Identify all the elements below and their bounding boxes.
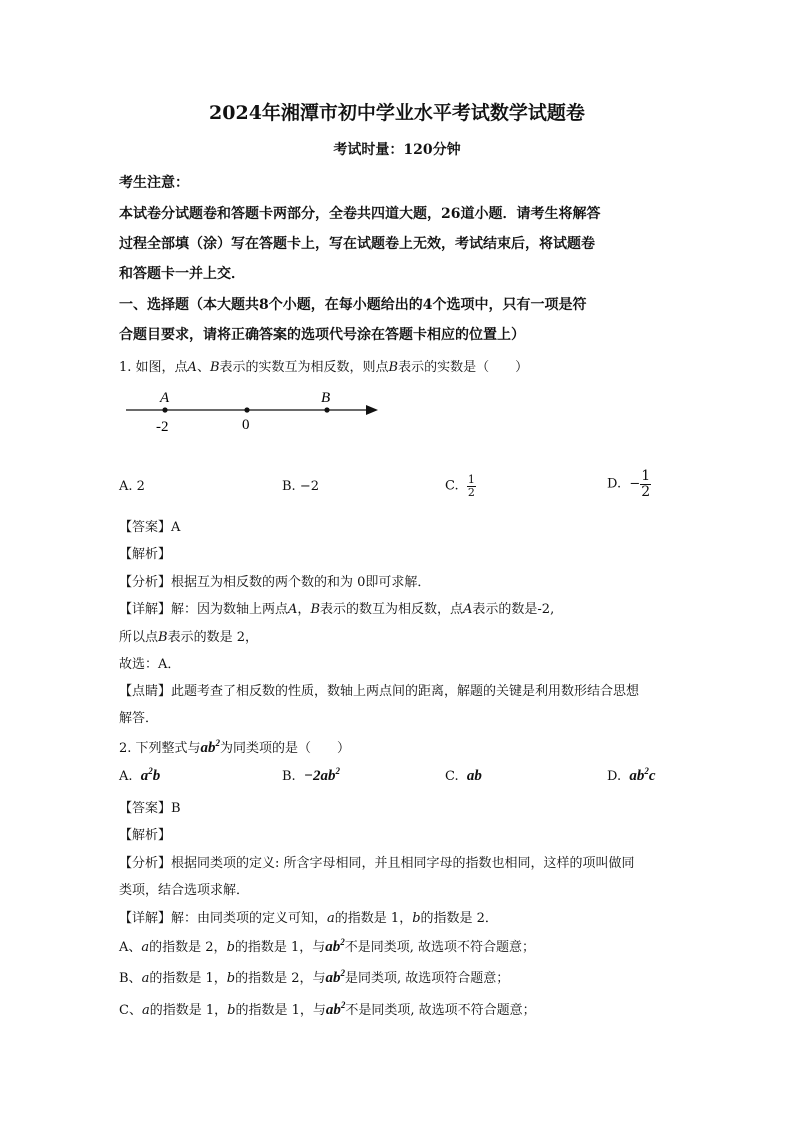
q1-stem-part: 1. 如图，点: [119, 360, 188, 375]
var-a: A: [288, 602, 298, 617]
q1-option-b: [282, 479, 319, 494]
fraction-one-half: [640, 469, 651, 499]
text-run: 解：因为数轴上两点: [171, 602, 289, 617]
option-expr: [629, 768, 655, 784]
point-b-label: B: [321, 390, 331, 406]
expr-exp: 2: [215, 738, 221, 748]
notice-heading: 考生注意：: [119, 175, 189, 191]
expr-exp: 2: [340, 968, 345, 978]
notice-line-3: 和答题卡一并上交．: [119, 266, 245, 282]
text-run: 解：由同类项的定义可知，: [171, 911, 328, 926]
fraction-denominator: 2: [467, 485, 475, 499]
text-run: 的指数是 2，与: [235, 971, 326, 986]
option-expr: [141, 768, 161, 784]
tick-label-neg2: -2: [156, 419, 169, 435]
option-label: C.: [445, 769, 459, 784]
number-line-figure: [120, 385, 390, 437]
q1-var-b: B: [388, 360, 399, 375]
q1-dianjing-cont: 解答．: [119, 711, 159, 726]
q1-dianjing: [119, 680, 639, 699]
expr-base: ab: [200, 740, 216, 756]
q1-analysis-tag: 【解析】: [119, 547, 172, 562]
section-tag: 【点睛】: [119, 684, 172, 699]
expr-base: ab: [629, 768, 645, 784]
var-b: b: [227, 1003, 236, 1018]
q1-choose: 故选：A．: [119, 657, 181, 672]
text-run: 的指数是 1，: [334, 911, 413, 926]
q1-stem-part: 、: [196, 360, 210, 375]
expr-base: a: [140, 768, 149, 784]
var-a: A: [463, 602, 473, 617]
text-run: 不是同类项, 故选项不符合题意；: [345, 1003, 536, 1018]
fraction-numerator: 1: [641, 468, 651, 484]
q2-option-d: [607, 768, 656, 785]
q2-stem: [119, 737, 350, 757]
minus-sign: −: [629, 476, 641, 492]
line-prefix: A、: [119, 940, 142, 955]
fraction-denominator: 2: [641, 483, 651, 500]
tick-label-0: 0: [242, 417, 250, 433]
expr-exp: 2: [340, 1000, 346, 1010]
text-run: 的指数是 2．: [420, 911, 498, 926]
expr-ab2: [325, 939, 345, 955]
q2-option-b: [282, 768, 340, 785]
expr-exp: 2: [148, 766, 153, 776]
text-run: 的指数是 1，与: [234, 940, 326, 955]
var-b: B: [310, 602, 320, 617]
text-run: 的指数是 2，: [149, 940, 227, 955]
expr-ab2: [201, 740, 221, 756]
notice-line-1: 本试卷分试题卷和答题卡两部分，全卷共四道大题，26道小题．请考生将解答: [119, 206, 601, 222]
point-b-dot: [324, 407, 329, 412]
text-run: 的指数是 1，与: [235, 1003, 326, 1018]
expr-exp: 2: [335, 766, 341, 776]
q1-stem-part: 表示的实数互为相反数，则点: [219, 360, 389, 375]
number-line-arrow: [366, 405, 378, 415]
q2-xiangjie: [119, 907, 498, 926]
q2-fenxi-cont: 类项，结合选项求解．: [119, 883, 250, 898]
q2-analysis-tag: 【解析】: [119, 828, 172, 843]
option-label: D.: [607, 769, 622, 784]
text-run: 表示的数是 2，: [167, 630, 258, 645]
q2-answer: 【答案】B: [119, 801, 181, 816]
expr-exp: 2: [644, 766, 649, 776]
text-run: 2. 下列整式与: [119, 741, 201, 756]
var-b: b: [412, 911, 421, 926]
expr-base: ab: [325, 939, 341, 955]
option-expr: [304, 768, 340, 784]
section-heading-line-2: 合题目要求，请将正确答案的选项代号涂在答题卡相应的位置上）: [119, 327, 525, 343]
notice-line-2: 过程全部填（涂）写在答题卡上，写在试题卷上无效，考试结束后，将试题卷: [119, 236, 595, 252]
point-a-dot: [162, 407, 167, 412]
expr-ab2: [325, 970, 345, 986]
text-run: ，: [297, 602, 311, 617]
expr-ab2: [326, 1002, 346, 1018]
var-b: b: [226, 940, 235, 955]
text-run: 表示的数互为相反数，点: [320, 602, 464, 617]
expr-tail: c: [648, 768, 656, 784]
q1-answer: 【答案】A: [119, 520, 181, 535]
q1-option-a: A. 2: [119, 479, 145, 494]
var-b: B: [158, 630, 168, 645]
option-label: B.: [282, 769, 296, 784]
q1-fenxi: [119, 571, 430, 590]
q1-stem: [119, 356, 528, 375]
q2-option-c: [445, 768, 482, 785]
fenxi-text: 根据同类项的定义: 所含字母相同，并且相同字母的指数也相同，这样的项叫做同: [171, 856, 635, 871]
expr-base: −2ab: [303, 768, 336, 784]
fenxi-text: 根据互为相反数的两个数的和为 0即可求解．: [171, 575, 431, 590]
var-b: b: [226, 971, 236, 986]
fraction-numerator: 1: [467, 473, 475, 486]
q2-fenxi: [119, 852, 635, 871]
text-run: 的指数是 1，: [149, 1003, 228, 1018]
section-tag: 【分析】: [119, 575, 172, 590]
q1-line2: [119, 626, 258, 645]
var-a: a: [327, 911, 335, 926]
q1-xiangjie: [119, 598, 554, 617]
q1-stem-part: 表示的实数是（ ）: [398, 360, 529, 375]
section-heading-line-1: 一、选择题（本大题共8个小题，在每小题给出的4个选项中，只有一项是符: [119, 297, 587, 313]
line-prefix: B、: [119, 971, 142, 986]
section-tag: 【详解】: [119, 911, 172, 926]
line-prefix: C、: [119, 1003, 142, 1018]
q1-var-a: A: [187, 360, 197, 375]
point-a-label: A: [160, 390, 170, 406]
option-label: C.: [445, 478, 459, 494]
origin-dot: [244, 407, 249, 412]
page-title: 2024年湘潭市初中学业水平考试数学试题卷: [209, 102, 585, 124]
var-a: a: [141, 1003, 150, 1018]
fraction-one-half: [467, 474, 476, 498]
q2-analysis-line-b: [119, 967, 509, 987]
dianjing-text: 此题考查了相反数的性质，数轴上两点间的距离，解题的关键是利用数形结合思想: [171, 684, 640, 699]
expr-exp: 2: [340, 937, 345, 947]
option-expr: ab: [466, 768, 482, 784]
q1-option-d: [607, 469, 651, 499]
section-tag: 【详解】: [119, 602, 172, 617]
option-label: B.: [282, 479, 296, 494]
text-run: 为同类项的是（ ）: [220, 741, 351, 756]
text-run: 表示的数是-2,: [472, 602, 555, 617]
text-run: 所以点: [119, 630, 159, 645]
text-run: 的指数是 1，: [149, 971, 227, 986]
exam-duration: 考试时量：120分钟: [333, 142, 461, 158]
q2-option-a: [119, 768, 160, 785]
expr-tail: b: [152, 768, 161, 784]
q2-analysis-line-a: [119, 936, 535, 956]
option-value: −2: [299, 479, 319, 494]
q1-var-b: B: [209, 360, 220, 375]
expr-base: ab: [325, 1002, 341, 1018]
option-label: D.: [607, 476, 622, 492]
var-a: a: [141, 971, 150, 986]
option-label: A.: [119, 769, 133, 784]
var-a: a: [141, 940, 150, 955]
q1-option-c: [445, 474, 476, 498]
text-run: 不是同类项, 故选项不符合题意；: [344, 940, 536, 955]
section-tag: 【分析】: [119, 856, 172, 871]
q2-analysis-line-c: [119, 999, 536, 1019]
expr-base: ab: [325, 970, 341, 986]
text-run: 是同类项, 故选项符合题意；: [344, 971, 510, 986]
